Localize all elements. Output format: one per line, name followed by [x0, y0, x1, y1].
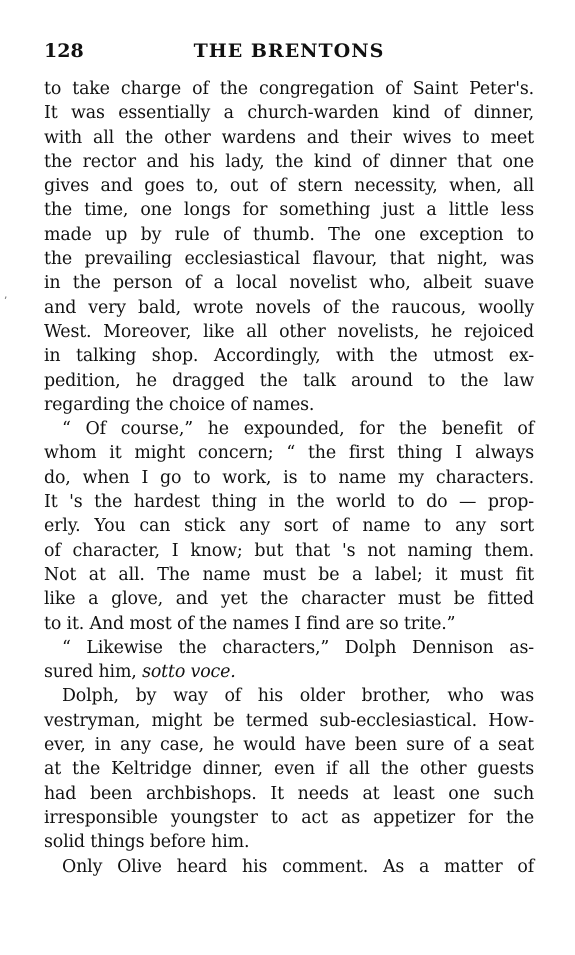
line-text: and very bald, wrote novels of the raucous, woolly — [44, 297, 534, 318]
text-line — [44, 150, 534, 174]
text-line — [44, 441, 534, 465]
page-header — [44, 40, 534, 66]
line-text: “ Likewise the characters,” Dolph Dennison as- — [62, 637, 534, 658]
text-line — [44, 514, 534, 538]
text-line — [44, 563, 534, 587]
text-line — [44, 782, 534, 806]
line-text: pedition, he dragged the talk around to the law — [44, 370, 534, 391]
line-text: the time, one longs for something just a little less — [44, 200, 534, 221]
line-text: sured him, — [44, 662, 143, 683]
text-line — [44, 539, 534, 563]
text-line — [44, 271, 534, 295]
line-text: It 's the hardest thing in the world to do — prop- — [44, 492, 534, 513]
text-line — [44, 101, 534, 125]
line-text: to take charge of the congregation of Saint Peter's. — [44, 79, 534, 99]
line-text: vestryman, might be termed sub-ecclesiastical. How- — [44, 710, 534, 731]
line-text: in the person of a local novelist who, albeit suave — [44, 273, 534, 294]
text-line — [44, 466, 534, 490]
line-text: It was essentially a church-warden kind of dinner, — [44, 103, 534, 124]
line-text: solid things before him. — [44, 832, 250, 853]
line-text: Dolph, by way of his older brother, who was — [62, 686, 534, 707]
line-text: with all the other wardens and their wives to meet — [44, 127, 534, 148]
running-head: THE BRENTONS — [193, 40, 385, 62]
text-line — [44, 320, 534, 344]
line-text: erly. You can stick any sort of name to any sort — [44, 516, 534, 537]
text-line — [44, 126, 534, 150]
text-line — [44, 855, 534, 879]
line-text: whom it might concern; “ the first thing I always — [44, 443, 534, 464]
line-text: regarding the choice of names. — [44, 394, 315, 415]
line-text: at the Keltridge dinner, even if all the other guests — [44, 759, 534, 780]
scan-speck: ’ — [4, 296, 8, 307]
text-line — [44, 490, 534, 514]
line-text: the rector and his lady, the kind of dinner that one — [44, 151, 534, 172]
line-text: Only Olive heard his comment. As a matter of — [62, 856, 534, 877]
line-text: of character, I know; but that 's not naming them. — [44, 540, 534, 561]
text-line — [44, 709, 534, 733]
line-text: do, when I go to work, is to name my characters. — [44, 467, 534, 488]
line-text: to it. And most of the names I find are so trite.” — [44, 613, 456, 634]
text-line — [44, 684, 534, 708]
line-text: the prevailing ecclesiastical flavour, that night, was — [44, 249, 534, 270]
text-line — [44, 733, 534, 757]
line-text: gives and goes to, out of stern necessity, when, all — [44, 176, 534, 197]
text-line — [44, 417, 534, 441]
text-line — [44, 393, 534, 417]
body-text — [44, 77, 534, 879]
line-text: made up by rule of thumb. The one exception to — [44, 224, 534, 245]
line-text: “ Of course,” he expounded, for the benefit of — [62, 419, 534, 440]
text-line — [44, 660, 534, 684]
text-line — [44, 587, 534, 611]
line-text: West. Moreover, like all other novelists, he rejoiced — [44, 321, 534, 342]
text-line — [44, 830, 534, 854]
line-text: had been archbishops. It needs at least one such — [44, 783, 534, 804]
text-line — [44, 344, 534, 368]
text-line — [44, 806, 534, 830]
text-line — [44, 198, 534, 222]
line-text: irresponsible youngster to act as appetizer for the — [44, 807, 534, 828]
line-text: ever, in any case, he would have been sure of a seat — [44, 735, 534, 756]
text-line — [44, 77, 534, 101]
line-text: in talking shop. Accordingly, with the utmost ex- — [44, 346, 534, 367]
text-line — [44, 247, 534, 271]
text-line — [44, 223, 534, 247]
italic-phrase: sotto voce. — [142, 662, 236, 683]
line-text: like a glove, and yet the character must be fitted — [44, 589, 534, 610]
text-line — [44, 636, 534, 660]
text-line — [44, 174, 534, 198]
text-line — [44, 612, 534, 636]
text-line — [44, 757, 534, 781]
text-line — [44, 296, 534, 320]
page-number: 128 — [44, 40, 84, 62]
text-line — [44, 369, 534, 393]
line-text: Not at all. The name must be a label; it must fit — [44, 564, 534, 585]
